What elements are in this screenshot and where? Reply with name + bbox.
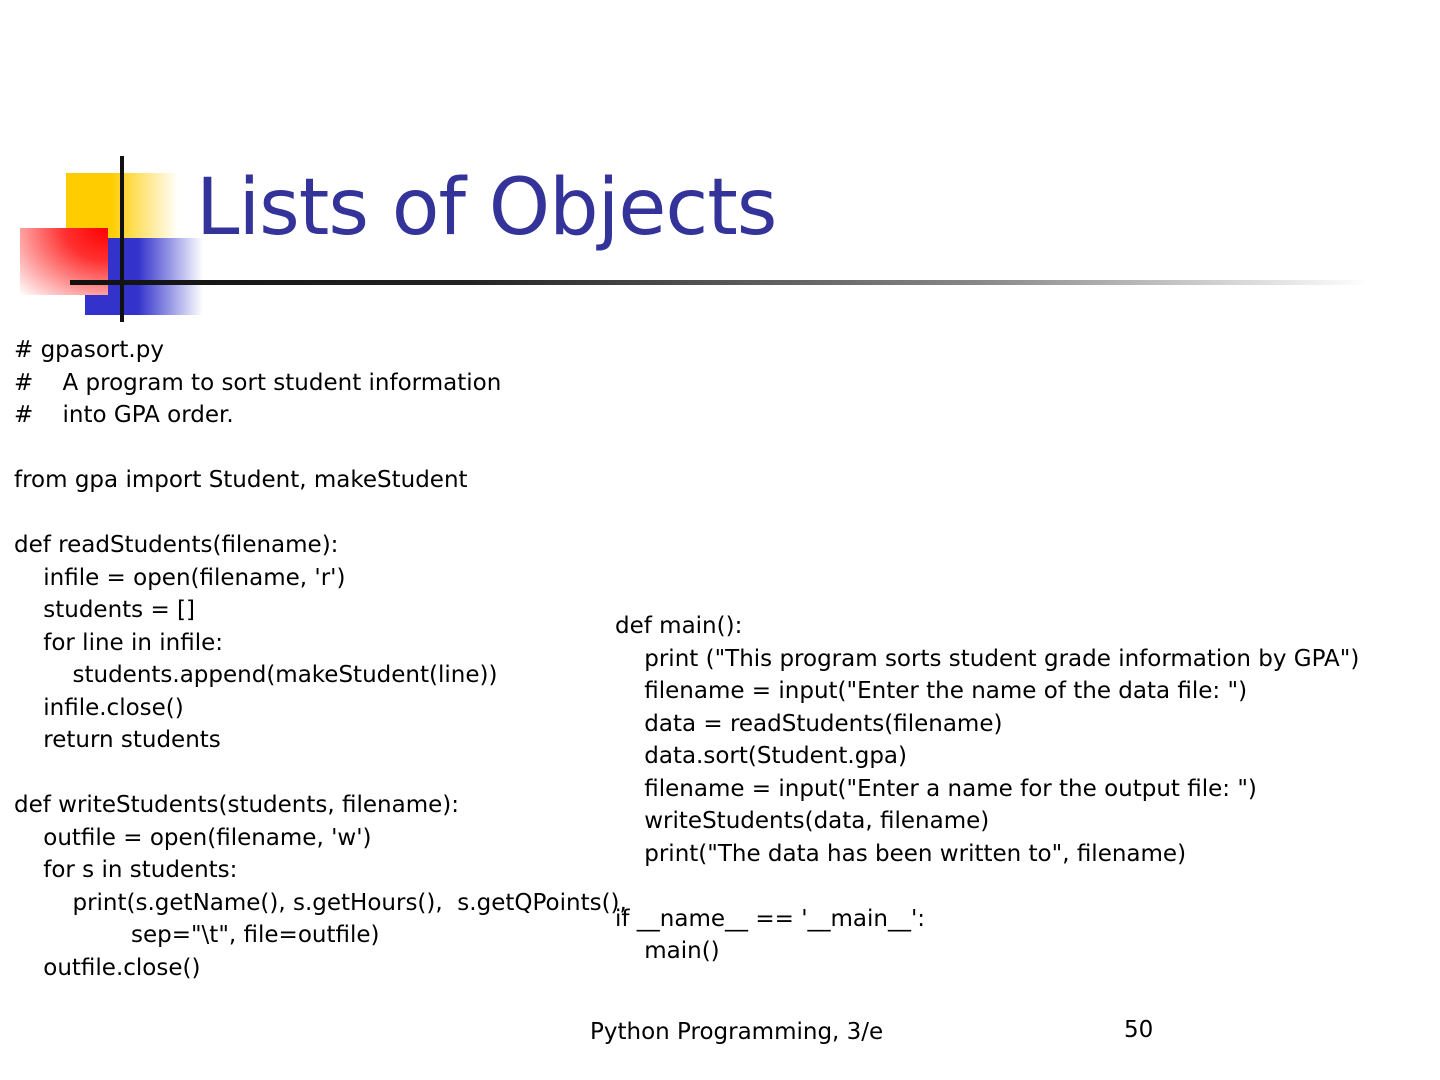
slide-title: Lists of Objects <box>196 163 777 253</box>
code-block-right: def main(): print ("This program sorts student grade information by GPA") filename = input("Enter the name of the data file: ") data = readStudents(filename) data.sort(Student.gpa) filename = input("Enter a name for the output file: ") writeStudents(data, filename) print("The data has been written to", filename) if __name__ == '__main__': main() <box>615 613 1360 964</box>
code-block-left: # gpasort.py # A program to sort student information # into GPA order. from gpa import Student, makeStudent def readStudents(filename): infile = open(filename, 'r') students = [] for line in infile: students.append(makeStudent(line)) infile.close() return students def writeStudents(students, filename): outfile = open(filename, 'w') for s in students: print(s.getName(), s.getHours(), s.getQPoints(), sep="\t", file=outfile) outfile.close() <box>14 337 627 981</box>
vertical-rule <box>120 156 124 322</box>
page-number: 50 <box>1124 1017 1154 1043</box>
slide-footer: Python Programming, 3/e <box>590 1019 884 1045</box>
title-underline-rule <box>70 280 1370 285</box>
